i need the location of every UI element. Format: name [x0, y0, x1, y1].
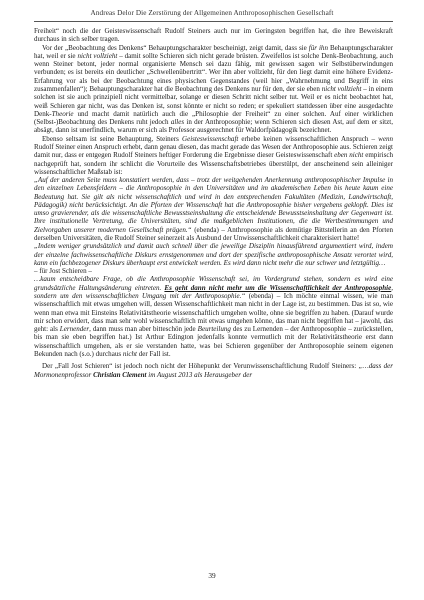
text-run: – in einem solchen ist sie auch prinzipiell nicht vermittelbar, solange er diesen Schritt nicht selber tut. Weil er es nicht beobachtet hat, weiß Schieren gar nicht, was das Denken ist, sonst könnte er nicht so reden; er spekuliert stattdessen über eine ausgedachte Denk- — [34, 84, 393, 118]
text-run: der Fall ist. — [136, 349, 171, 358]
text-run: eben nicht — [334, 151, 364, 160]
text-run: Es geht dann nicht mehr um die Wissenschaftlichkeit der Anthroposophie — [164, 283, 392, 292]
text-run: Lernender — [59, 325, 90, 334]
text-run: empirisch nachgeprüft hat, sondern ihr schlicht die Vorurteile des Wissenschaftsbetriebes überstülpt, der anscheinend sein alleiniger wissenschaftlicher Maßstab ist: — [34, 151, 393, 176]
text-run: erhebe keinen wissenschaftlichen Anspruch – — [238, 134, 379, 143]
text-run: des zu Lernenden – der Anthroposophie – zurückstellen, bis man sie eben begriffen hat.) Ist Arthur Edington jedenfalls konnte vermutlich mit der Relativitätstheorie erst dann wissenschaftlich umgehen, als er sie verstanden hatte, was bei Schieren gegenüber der Anthroposophie seinem eigenen Bekunden nach (s.o.) durchaus — [34, 325, 393, 358]
text-run: – damit sollte Schieren sich nicht gerade brüsten. Zweifellos ist solche Denk-Beobachtung, auch wenn Steiner betont, jeder normal organisierte Mensch sei dazu fähig, mit gewissen sagen wir Selbstüberwindungen verbunden; es ist bereits ein deutlicher „Schwellenübertritt“. Wer ihn aber vollzieht, für den liegt damit eine höhere Evidenz-Erfahrung vor als bei der Beobachtung eines physischen Gegenstandes (weil hier „Wahrnehmung und Begriff in eins zusammenfallen“); Behauptungscharakter hat die Beobachtung des Denkens nur für den, der sie eben — [34, 51, 393, 93]
text-run: Geisteswissenschaft — [181, 134, 239, 143]
paragraph — [34, 27, 393, 44]
text-run: in der Anthroposophie; wenn Schieren sich diesen Ast, auf dem er sitzt, absägt, dann ist unerfindlich, warum er sich als Professor ausgerechnet für Waldorfpädagogik bezeichnet. — [34, 118, 393, 135]
text-run: Rudolf Steiner einen Anspruch erhebt, dann genau diesen, das macht gerade das Wesen der Anthroposophie aus. Schieren zeigt damit nur, dass er entgegen Rudolf Steiners heftiger Forderung die Ergebnisse dieser Geisteswissenschaft — [34, 142, 393, 160]
page-number: 39 — [208, 571, 216, 580]
text-run: im August 2013 als Herausgeber der — [146, 370, 253, 379]
text-run: alles — [170, 118, 185, 127]
paragraph — [34, 176, 393, 242]
text-run: Christian Clement — [93, 370, 147, 379]
paragraph — [34, 267, 393, 275]
paragraph — [34, 44, 393, 135]
paragraph — [34, 275, 393, 358]
header-rule — [34, 21, 393, 22]
text-run: nicht vollzieht — [77, 51, 118, 60]
text-run: , dann muss man aber bitteschön jede — [89, 325, 198, 334]
text-run: nicht — [122, 349, 137, 358]
text-run: Ebenso seltsam ist seine Behauptung, Steiners — [42, 134, 182, 143]
text-run: , sondern um den wissenschaftlichen Umgang mit der Anthroposophie.“ — [34, 283, 394, 300]
paragraph — [34, 135, 393, 176]
text-run: (ebenda) – Anthroposophie als demütige Bittstellerin an den Pforten derselben Universitäten, die Rudolf Steiner seinerzeit als Ausbund der Unwissenschaftlichkeit charakterisiert hatte! — [34, 225, 393, 243]
text-run: Beurteilung — [197, 325, 231, 334]
text-run: „Indem weniger grundsätzlich und damit auch schnell über die jeweilige Disziplin hinausführend argumentiert wird, indem der einzelne fachwissenschaftliche Diskurs ernstgenommen und dort der spezifische anthroposophische Ansatz verortet wird, kann ein fachbezogener Diskurs überhaupt erst entwickelt werden. Es wird dann nicht mehr die nur schwer und letztgültig… — [34, 242, 393, 267]
body-text — [34, 27, 393, 379]
text-run: Behauptungscharakter hat, weil er sie — [34, 43, 393, 60]
text-run: und macht damit natürlich auch die „Philosophie der Freiheit“ zu einer solchen. Auf einer wirklichen (Selbst-)Beobachtung des Denkens ruht jedoch — [34, 109, 393, 127]
text-run: …kaum entscheidbare Frage, ob die Anthroposophie Wissenschaft sei, im Vordergrund stehen, sondern es wird eine grundsätzliche Haltungsänderung eintreten. — [34, 275, 393, 292]
text-run: wenn — [378, 134, 393, 143]
text-run: – für Jost Schieren – — [34, 267, 92, 276]
text-run: nicht vollzieht — [321, 84, 362, 93]
paragraph — [34, 362, 393, 379]
text-run: für ihn — [308, 43, 328, 52]
text-run: „Auf der anderen Seite muss konstatiert werden, dass – trotz der weitgehenden Anerkennung anthroposophischer Impulse in den einzelnen Lebensfeldern – die Anthroposophie in den Universitäten und im akademischen Leben bis heute kaum eine Bedeutung hat. Sie gilt als nicht wissenschaftlich und wird in den entsprechenden Fakultäten (Medizin, Landwirtschaft, Pädagogik) nicht berücksichtigt. An die Pforten der Wissenschaft hat die Anthroposophie bisher vergebens geklopft. Dies ist umso gravierender, als die wissenschaftliche Bewusstseinshaltung die entscheidende Bewusstseinshaltung der Gegenwart ist. Ihre institutionelle Vertretung, die Universitäten, sind die maßgeblichen Institutionen, die die Wertbestimmungen und Zielvorgaben unserer modernen Gesellschaft prägen.“ — [34, 176, 393, 234]
text-run: Der „Fall Jost Schieren“ ist jedoch noch nicht der Höhepunkt der Verunwissenschaftlichung Rudolf Steiners: — [42, 362, 359, 371]
text-run: Vor der „Beobachtung des Denkens“ Behauptungscharakter bescheinigt, zeigt damit, dass sie — [42, 43, 309, 52]
text-run: Theorie — [51, 109, 74, 118]
paragraph — [34, 242, 393, 267]
text-run: Freiheit“ noch die der Geisteswissenschaft Rudolf Steiners auch nur im Geringsten begriffen hat, die ihre Beweiskraft durchaus in sich selber tragen. — [34, 27, 393, 44]
text-run: (ebenda) – Ich möchte einmal wissen, wie man wissenschaftlich mit etwas umgehen will, dessen Wissenschaftlichkeit man nicht in der Lage ist, zu bestimmen. Das ist so, wie wenn man etwa mit Einsteins Relativitätstheorie wissenschaftlich umgehen wollte, ohne sie begriffen zu haben. (Darauf wurde mir schon erwidert, dass man sehr wohl wissenschaftlich mit etwas umgehen könne, das man nicht begriffen hat – jawohl, das geht: als — [34, 292, 393, 334]
running-header: Andreas Delor Die Zerstörung der Allgemeinen Anthroposophischen Gesellschaft — [90, 9, 334, 17]
text-run: „…dass der Mormonenprofessor — [34, 362, 393, 379]
